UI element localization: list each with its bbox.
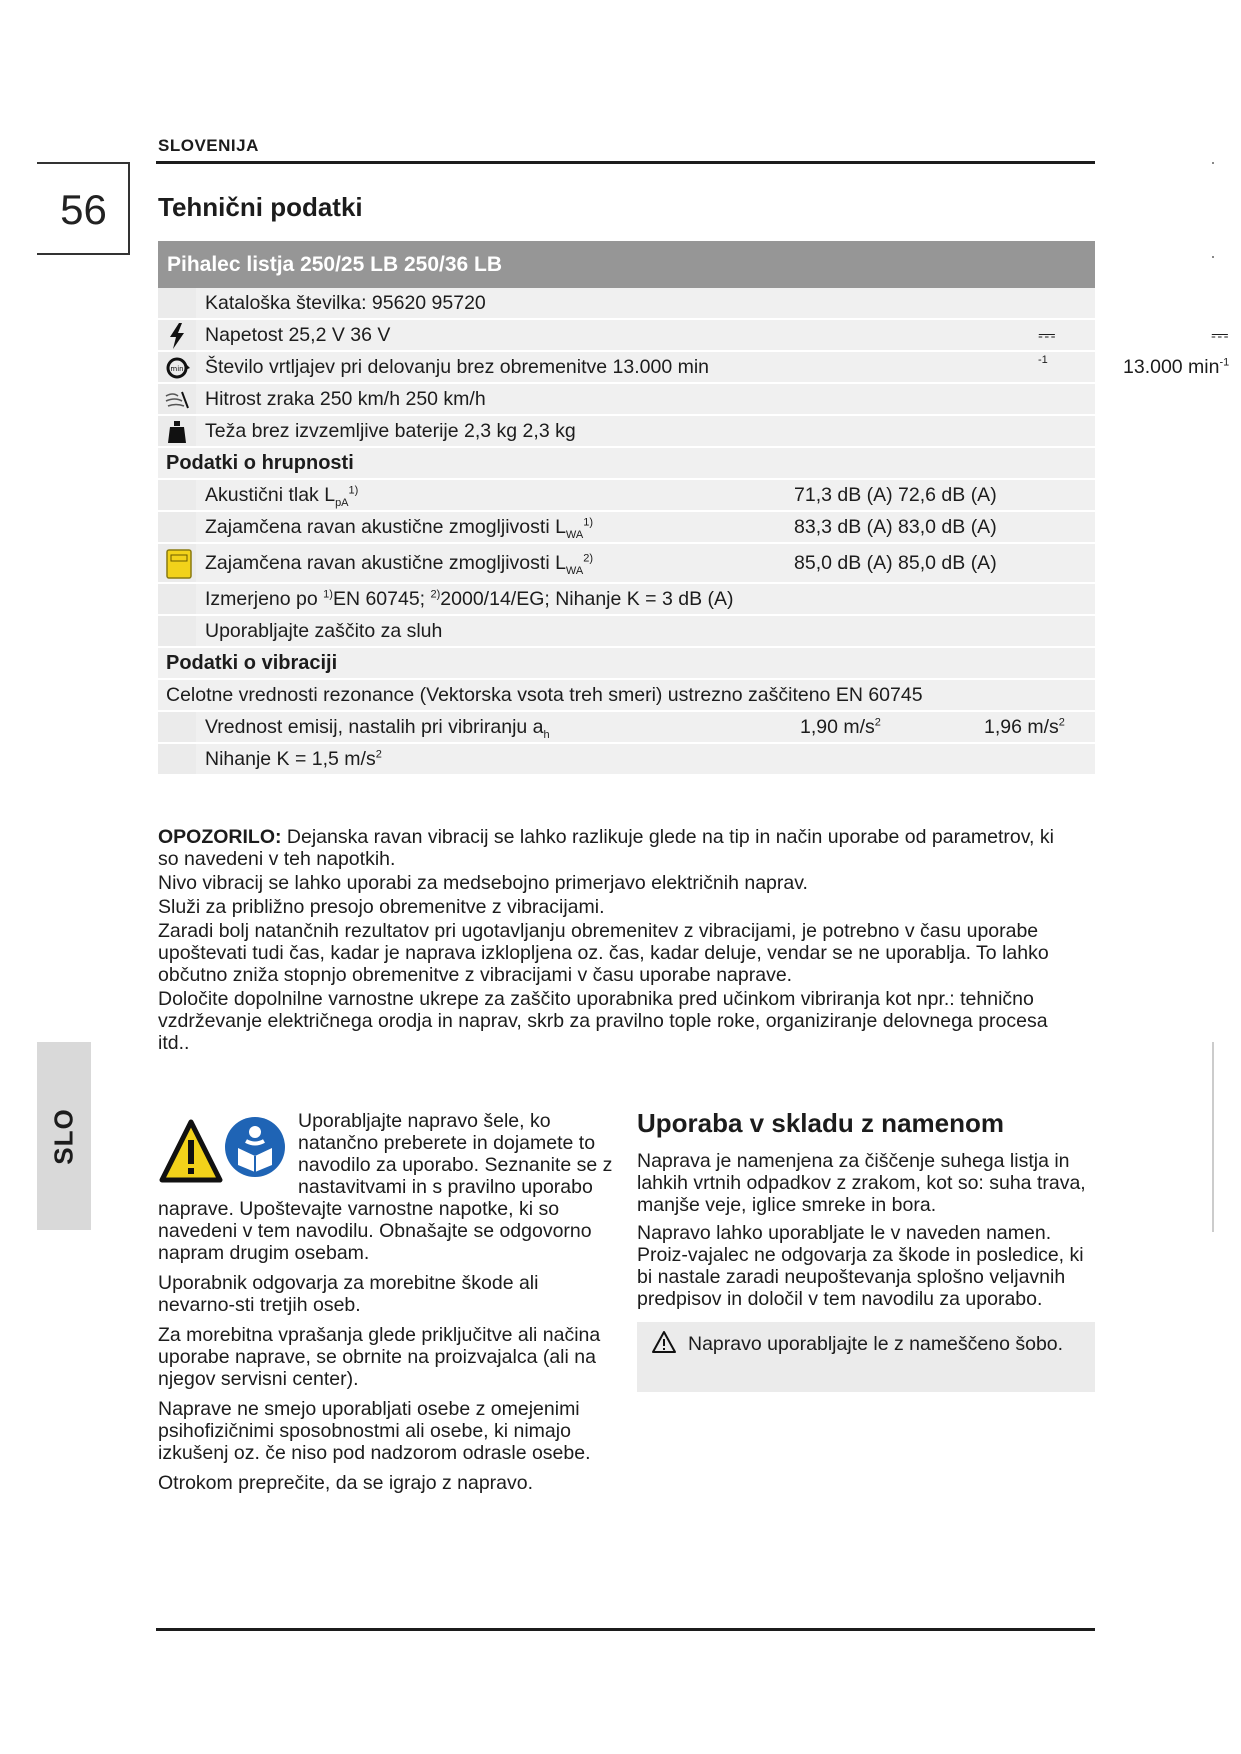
section-header: SLOVENIJA — [158, 136, 259, 155]
safety-paragraph: Uporabnik odgovarja za morebitne škode ali nevarno-sti tretjih oseb. — [158, 1272, 539, 1316]
safety-paragraph: Za morebitna vprašanja glede priključitve ali načina uporabe naprave, se obrnite na proizvajalca (ali na njegov servisni center). — [158, 1324, 601, 1390]
vibration-section-title: Podatki o vibraciji — [158, 648, 1095, 680]
warning-triangle-icon — [162, 1122, 220, 1180]
table-row — [158, 320, 1229, 352]
weight-label: Teža brez izvzemljive baterije 2,3 kg 2,3 kg — [205, 420, 576, 442]
noise-section-title: Podatki o hrupnosti — [158, 448, 1095, 480]
safety-icons — [158, 1110, 290, 1188]
safety-paragraph: Otrokom preprečite, da se igrajo z napravo. — [158, 1472, 534, 1494]
warning-label: OPOZORILO: — [158, 826, 282, 848]
read-manual-icon — [225, 1117, 285, 1177]
weight-icon — [164, 420, 190, 444]
intended-use-title: Uporaba v skladu z namenom — [637, 1108, 1004, 1138]
footer-rule — [156, 1628, 1095, 1631]
margin-mark — [1212, 162, 1214, 164]
vibration-value-250: 1,90 $m/s^2$ — [800, 716, 881, 738]
vibration-value-360: 1,96 $m/s^2$ — [984, 716, 1065, 738]
warning-text: Določite dopolnilne varnostne ukrepe za zaščito uporabnika pred učinkom vibriranja kot npr.: tehnično vzdrževanje električnega orodja in naprav, skrb za pravilno tople roke, organiziranje delovnega procesa itd.. — [158, 988, 1048, 1054]
air-speed-label: Hitrost zraka 250 km/h 250 km/h — [205, 388, 486, 410]
margin-mark — [1212, 256, 1214, 258]
warning-text: Zaradi bolj natančnih rezultatov pri ugotavljanju obremenitev z vibracijami, je potrebno v času uporabe upoštevati tudi čas, kadar je naprava izklopljena oz. čas, kadar deluje, vendar se ne uporablja. To lahko občutno zniža stopnjo obremenitve z vibracijami v času uporabe naprave. — [158, 920, 1049, 986]
table-row — [158, 584, 1095, 616]
page-title: Tehnični podatki — [158, 192, 363, 222]
rpm-value: 13.000 $\min^{-1}$ — [1123, 356, 1230, 378]
warning-text: Dejanska ravan vibracij se lahko razlikuje glede na tip in način uporabe od parametrov, ki so navedeni v teh napotkih. — [158, 826, 1054, 870]
table-row — [158, 416, 1095, 448]
language-tab-label: SLO — [48, 1107, 79, 1165]
table-row — [158, 352, 1230, 384]
warning-text: Služi za približno presojo obremenitve z vibracijami. — [158, 896, 605, 918]
noise-label-icon — [164, 549, 194, 579]
page-number: 56 — [60, 186, 107, 233]
voltage-label: Napetost 25,2 V 36 V — [205, 324, 391, 346]
rpm-icon — [164, 356, 190, 380]
rpm-label: Število vrtljajev pri delovanju brez obremenitve 13.000 min — [205, 356, 710, 378]
measured-note: Izmerjeno po $^{1)}$EN 60745; $^{2)}$2000/14/EG; Nihanje K = 3 dB (A) — [205, 588, 734, 610]
table-row — [158, 512, 1095, 544]
wind-icon — [164, 388, 190, 412]
lightning-icon — [164, 324, 190, 348]
hearing-protection-note: Uporabljajte zaščito za sluh — [205, 620, 443, 642]
nozzle-note: Napravo uporabljajte le z nameščeno šobo. — [688, 1333, 1064, 1355]
table-row — [158, 712, 1095, 744]
spec-table — [158, 241, 1230, 776]
warning-text: Nivo vibracij se lahko uporabi za medsebojno primerjavo električnih naprav. — [158, 872, 808, 894]
margin-line — [1212, 1042, 1214, 1232]
dc-symbol: ⎓ — [1211, 322, 1229, 347]
safety-paragraph: Uporabljajte napravo šele, ko natančno preberete in dojamete to navodilo za uporabo. Seznanite se z nastavitvami in s pravilno uporabo naprave. Upoštevajte varnostne napotke, ki so navedeni v tem navodilu. Obnašajte se odgovorno napram drugim osebam. — [158, 1110, 613, 1264]
vibration-total-note: Celotne vrednosti rezonance (Vektorska vsota treh smeri) ustrezno zaščiteno EN 60745 — [158, 680, 1095, 712]
table-row — [158, 288, 1095, 320]
table-row — [158, 544, 1095, 584]
safety-instructions — [158, 1110, 620, 1502]
catalog-number-label: Kataloška številka: 95620 95720 — [205, 292, 486, 314]
svg-text:min: min — [170, 365, 184, 373]
sound-power-label: Zajamčena ravan akustične zmogljivosti $L_{WA}^{1)}$ — [205, 516, 594, 541]
intended-use-paragraph: Napravo lahko uporabljate le v naveden namen. Proiz-vajalec ne odgovarja za škode in posledice, ki bi nastale zaradi neupoštevanja splošno veljavnih predpisov in določil v tem navodilu za uporabo. — [637, 1222, 1084, 1310]
vibration-warning — [158, 826, 1068, 1056]
vibration-emission-label: Vrednost emisij, nastalih pri vibriranju $a_h$ — [205, 716, 550, 741]
safety-paragraph: Naprave ne smejo uporabljati osebe z omejenimi psihofizičnimi sposobnostmi ali osebe, ki nimajo izkušenj oz. če niso pod nadzorom odrasle osebe. — [158, 1398, 591, 1464]
rpm-unit-sup: -1 — [1038, 354, 1048, 366]
intended-use-text — [637, 1150, 1095, 1316]
table-row — [158, 744, 1095, 776]
sound-pressure-label: Akustični tlak $L_{pA}^{1)}$ — [205, 484, 359, 509]
table-row — [158, 480, 1095, 512]
table-row — [158, 616, 1095, 648]
intended-use-paragraph: Naprava je namenjena za čiščenje suhega listja in lahkih vrtnih odpadkov z zrakom, kot so: suha trava, manjše veje, iglice smreke in bora. — [637, 1150, 1086, 1216]
sound-power-guaranteed-label: Zajamčena ravan akustične zmogljivosti $L_{WA}^{2)}$ — [205, 552, 594, 577]
header-rule — [156, 161, 1095, 164]
warning-triangle-icon — [651, 1330, 677, 1359]
vibration-k-label: Nihanje K = 1,5 $m/s^2$ — [205, 748, 382, 770]
table-row — [158, 384, 1095, 416]
sound-power-value: 83,3 dB (A) 83,0 dB (A) — [794, 516, 997, 538]
sound-pressure-value: 71,3 dB (A) 72,6 dB (A) — [794, 484, 997, 506]
sound-power-guaranteed-value: 85,0 dB (A) 85,0 dB (A) — [794, 552, 997, 574]
dc-symbol: ⎓ — [1038, 322, 1056, 347]
spec-table-head: Pihalec listja 250/25 LB 250/36 LB — [158, 241, 1095, 288]
